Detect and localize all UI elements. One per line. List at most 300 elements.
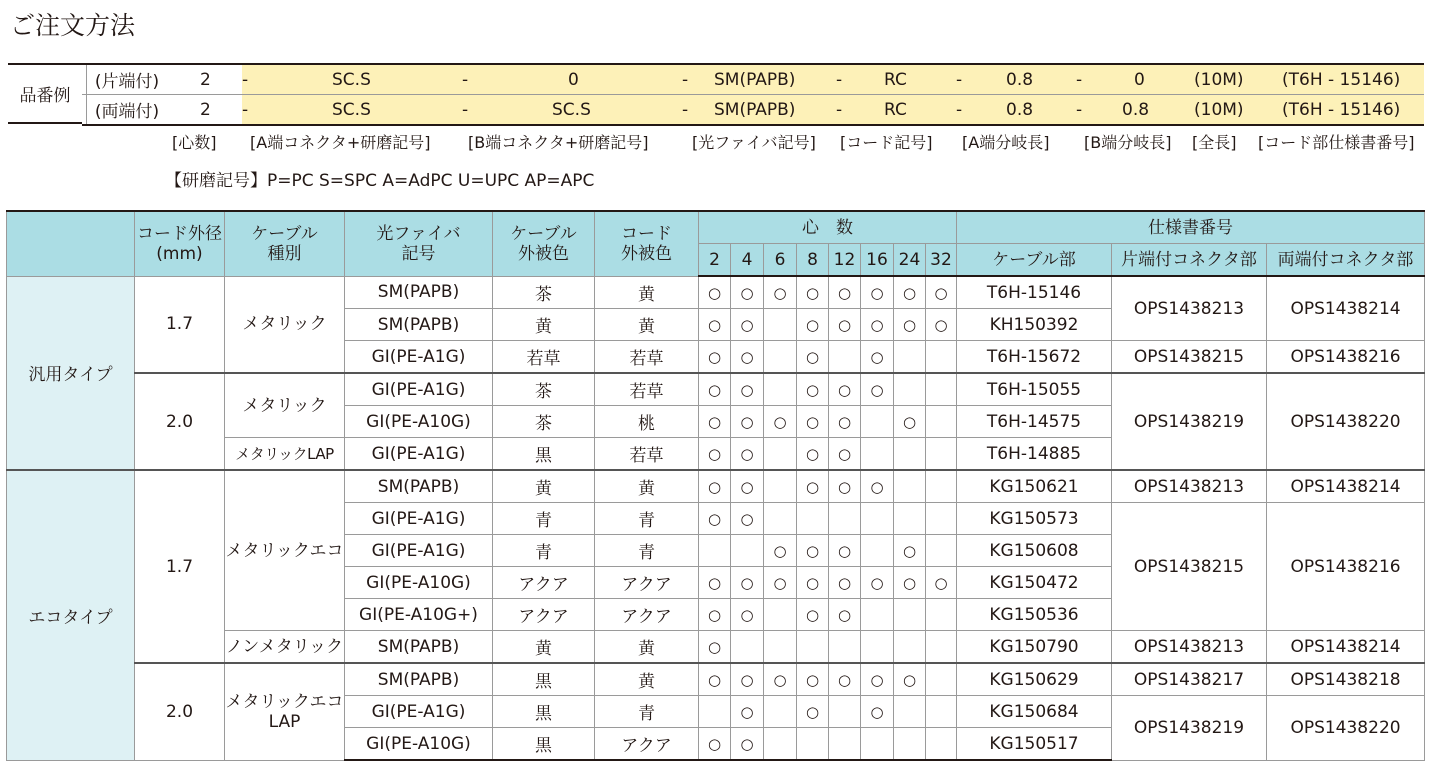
order-value: (T6H - 15146)	[1282, 99, 1401, 120]
fiber-cell: SM(PAPB)	[345, 663, 493, 696]
available-mark: ○	[837, 670, 852, 689]
core-availability-cell	[764, 341, 797, 374]
order-value: -	[242, 69, 249, 90]
core-availability-cell	[731, 696, 764, 728]
legend-item: [光ファイバ記号]	[692, 133, 816, 152]
core-availability-cell	[764, 696, 797, 728]
fiber-cell: SM(PAPB)	[345, 470, 493, 503]
cord-color-cell: 桃	[595, 406, 699, 438]
available-mark: ○	[837, 412, 852, 431]
core-availability-cell	[861, 535, 894, 567]
core-availability-cell	[699, 696, 731, 728]
fiber-cell: GI(PE-A10G)	[345, 406, 493, 438]
core-availability-cell	[861, 309, 894, 341]
core-availability-cell	[926, 309, 957, 341]
core-availability-cell	[699, 309, 731, 341]
core-availability-cell	[731, 438, 764, 471]
header-cores: 心 数	[699, 211, 957, 244]
legend-item: [心数]	[172, 133, 217, 152]
single-connector-spec-cell: OPS1438219	[1112, 373, 1267, 470]
header-core-count: 32	[926, 244, 957, 277]
order-row-double	[82, 95, 1424, 126]
order-row-single	[82, 63, 1424, 95]
core-availability-cell	[699, 341, 731, 374]
order-example-rows	[82, 63, 1424, 126]
available-mark: ○	[707, 347, 722, 366]
core-availability-cell	[894, 341, 926, 374]
core-availability-cell	[894, 373, 926, 406]
order-value: -	[242, 99, 249, 120]
available-mark: ○	[805, 541, 820, 560]
core-availability-cell	[699, 663, 731, 696]
cable-spec-cell: KG150517	[957, 728, 1112, 761]
double-connector-spec-cell: OPS1438214	[1267, 276, 1425, 341]
legend-item: [コード記号]	[840, 133, 933, 152]
core-availability-cell	[926, 535, 957, 567]
core-availability-cell	[861, 631, 894, 664]
cable-spec-cell: T6H-14575	[957, 406, 1112, 438]
order-value: 0.8	[1122, 99, 1150, 120]
core-availability-cell	[861, 341, 894, 374]
header-spec: 仕様書番号	[957, 211, 1425, 244]
fiber-cell: GI(PE-A1G)	[345, 341, 493, 374]
cord-od-cell: 2.0	[135, 663, 225, 760]
available-mark: ○	[934, 283, 948, 302]
core-availability-cell	[797, 696, 829, 728]
cable-color-cell: 黒	[493, 663, 595, 696]
cable-spec-cell: T6H-15146	[957, 276, 1112, 309]
header-cord-color: コード 外被色	[595, 211, 699, 276]
core-availability-cell	[894, 663, 926, 696]
cord-color-cell: 黄	[595, 276, 699, 309]
cable-color-cell: アクア	[493, 599, 595, 631]
cable-spec-cell: KG150684	[957, 696, 1112, 728]
core-availability-cell	[861, 276, 894, 309]
available-mark: ○	[870, 315, 884, 334]
core-availability-cell	[829, 503, 861, 535]
core-availability-cell	[699, 276, 731, 309]
available-mark: ○	[805, 702, 820, 721]
core-availability-cell	[861, 728, 894, 761]
core-availability-cell	[926, 728, 957, 761]
cord-color-cell: 黄	[595, 309, 699, 341]
cable-color-cell: 黄	[493, 470, 595, 503]
available-mark: ○	[707, 444, 722, 463]
available-mark: ○	[934, 315, 948, 334]
available-mark: ○	[707, 637, 722, 656]
cable-type-cell: メタリック	[225, 276, 345, 373]
cable-type-cell: メタリック	[225, 373, 345, 438]
available-mark: ○	[805, 412, 820, 431]
core-availability-cell	[699, 535, 731, 567]
header-spec-single: 片端付コネクタ部	[1112, 244, 1267, 277]
header-cable-color: ケーブル 外被色	[493, 211, 595, 276]
core-availability-cell	[731, 341, 764, 374]
order-value: RC	[884, 99, 907, 120]
core-availability-cell	[731, 470, 764, 503]
order-type-single: (片端付)	[86, 65, 167, 94]
available-mark: ○	[805, 347, 820, 366]
polish-note: 【研磨記号】P=PC S=SPC A=AdPC U=UPC AP=APC	[165, 171, 595, 191]
available-mark: ○	[773, 283, 787, 302]
core-availability-cell	[861, 438, 894, 471]
cable-spec-cell: T6H-15055	[957, 373, 1112, 406]
available-mark: ○	[707, 412, 722, 431]
core-availability-cell	[894, 470, 926, 503]
order-value: -	[682, 69, 689, 90]
core-availability-cell	[797, 341, 829, 374]
core-availability-cell	[764, 373, 797, 406]
core-availability-cell	[797, 276, 829, 309]
available-mark: ○	[837, 315, 852, 334]
core-availability-cell	[829, 631, 861, 664]
core-availability-cell	[894, 535, 926, 567]
available-mark: ○	[870, 702, 884, 721]
core-availability-cell	[797, 535, 829, 567]
fiber-cell: SM(PAPB)	[345, 309, 493, 341]
core-availability-cell	[894, 276, 926, 309]
core-availability-cell	[764, 309, 797, 341]
available-mark: ○	[902, 412, 917, 431]
cord-color-cell: 若草	[595, 341, 699, 374]
double-connector-spec-cell: OPS1438216	[1267, 503, 1425, 631]
available-mark: ○	[837, 541, 852, 560]
core-availability-cell	[861, 663, 894, 696]
single-connector-spec-cell: OPS1438213	[1112, 276, 1267, 341]
single-connector-spec-cell: OPS1438217	[1112, 663, 1267, 696]
fiber-cell: GI(PE-A1G)	[345, 696, 493, 728]
cord-color-cell: 青	[595, 535, 699, 567]
core-availability-cell	[764, 438, 797, 471]
double-connector-spec-cell: OPS1438216	[1267, 341, 1425, 374]
cable-spec-cell: KG150472	[957, 567, 1112, 599]
available-mark: ○	[740, 283, 754, 302]
core-availability-cell	[829, 728, 861, 761]
legend-item: [コード部仕様書番号]	[1258, 133, 1415, 152]
core-availability-cell	[894, 567, 926, 599]
group-label: 汎用タイプ	[7, 276, 135, 470]
page-title: ご注文方法	[10, 11, 136, 40]
order-value: RC	[884, 69, 907, 90]
cord-color-cell: アクア	[595, 599, 699, 631]
order-value: -	[836, 99, 843, 120]
core-availability-cell	[731, 406, 764, 438]
cable-color-cell: 若草	[493, 341, 595, 374]
available-mark: ○	[740, 380, 754, 399]
core-availability-cell	[926, 567, 957, 599]
core-availability-cell	[926, 438, 957, 471]
legend-item: [B端分岐長]	[1084, 133, 1172, 152]
core-availability-cell	[764, 503, 797, 535]
core-availability-cell	[894, 631, 926, 664]
available-mark: ○	[837, 573, 852, 592]
core-availability-cell	[829, 276, 861, 309]
core-availability-cell	[926, 373, 957, 406]
core-availability-cell	[861, 696, 894, 728]
cable-spec-cell: KG150573	[957, 503, 1112, 535]
order-value: 0.8	[1006, 99, 1034, 120]
core-availability-cell	[797, 438, 829, 471]
core-availability-cell	[926, 599, 957, 631]
order-value: SM(PAPB)	[714, 99, 796, 120]
core-availability-cell	[829, 341, 861, 374]
core-availability-cell	[764, 631, 797, 664]
header-core-count: 2	[699, 244, 731, 277]
available-mark: ○	[870, 380, 884, 399]
cable-type-cell: メタリックLAP	[225, 438, 345, 471]
available-mark: ○	[870, 347, 884, 366]
core-availability-cell	[829, 567, 861, 599]
single-connector-spec-cell: OPS1438213	[1112, 470, 1267, 503]
cord-color-cell: アクア	[595, 567, 699, 599]
table-row	[7, 276, 1425, 309]
core-availability-cell	[797, 728, 829, 761]
cord-color-cell: 若草	[595, 438, 699, 471]
fiber-cell: SM(PAPB)	[345, 631, 493, 664]
core-availability-cell	[926, 631, 957, 664]
core-availability-cell	[764, 663, 797, 696]
order-value: SC.S	[332, 69, 371, 90]
available-mark: ○	[740, 605, 754, 624]
cord-od-cell: 1.7	[135, 276, 225, 373]
order-value: -	[836, 69, 843, 90]
available-mark: ○	[707, 315, 722, 334]
cord-od-cell: 2.0	[135, 373, 225, 470]
available-mark: ○	[707, 605, 722, 624]
available-mark: ○	[902, 315, 917, 334]
order-value: -	[462, 99, 469, 120]
core-availability-cell	[731, 663, 764, 696]
core-availability-cell	[829, 309, 861, 341]
header-core-count: 16	[861, 244, 894, 277]
core-availability-cell	[926, 470, 957, 503]
available-mark: ○	[902, 670, 917, 689]
core-availability-cell	[829, 373, 861, 406]
available-mark: ○	[740, 702, 754, 721]
cable-color-cell: 茶	[493, 276, 595, 309]
core-availability-cell	[894, 438, 926, 471]
core-availability-cell	[699, 728, 731, 761]
order-value: -	[956, 69, 963, 90]
legend-item: [全長]	[1192, 133, 1237, 152]
available-mark: ○	[837, 605, 852, 624]
available-mark: ○	[707, 509, 722, 528]
core-availability-cell	[764, 599, 797, 631]
core-availability-cell	[926, 663, 957, 696]
legend-item: [A端コネクタ+研磨記号]	[250, 133, 431, 152]
core-availability-cell	[699, 470, 731, 503]
spec-table	[6, 210, 1425, 761]
order-value: -	[682, 99, 689, 120]
core-availability-cell	[861, 373, 894, 406]
fiber-cell: GI(PE-A1G)	[345, 438, 493, 471]
available-mark: ○	[837, 380, 852, 399]
core-availability-cell	[797, 631, 829, 664]
fiber-cell: GI(PE-A10G)	[345, 728, 493, 761]
fiber-cell: SM(PAPB)	[345, 276, 493, 309]
core-availability-cell	[797, 406, 829, 438]
core-availability-cell	[731, 309, 764, 341]
core-availability-cell	[894, 309, 926, 341]
cable-spec-cell: KG150790	[957, 631, 1112, 664]
core-availability-cell	[861, 599, 894, 631]
core-availability-cell	[699, 438, 731, 471]
table-row	[7, 663, 1425, 696]
core-availability-cell	[699, 503, 731, 535]
available-mark: ○	[902, 283, 917, 302]
available-mark: ○	[740, 315, 754, 334]
cable-spec-cell: KG150608	[957, 535, 1112, 567]
order-example-label: 品番例	[8, 63, 82, 124]
available-mark: ○	[805, 573, 820, 592]
available-mark: ○	[805, 477, 820, 496]
available-mark: ○	[707, 283, 722, 302]
fiber-cell: GI(PE-A1G)	[345, 503, 493, 535]
table-row	[7, 373, 1425, 406]
core-availability-cell	[829, 535, 861, 567]
available-mark: ○	[805, 283, 820, 302]
order-value: (10M)	[1194, 69, 1244, 90]
core-availability-cell	[764, 728, 797, 761]
header-spec-cable: ケーブル部	[957, 244, 1112, 277]
order-value: SM(PAPB)	[714, 69, 796, 90]
core-availability-cell	[894, 599, 926, 631]
available-mark: ○	[740, 444, 754, 463]
core-availability-cell	[861, 503, 894, 535]
double-connector-spec-cell: OPS1438220	[1267, 373, 1425, 470]
core-availability-cell	[764, 470, 797, 503]
header-core-count: 4	[731, 244, 764, 277]
core-availability-cell	[797, 470, 829, 503]
cord-od-cell: 1.7	[135, 470, 225, 663]
fiber-cell: GI(PE-A10G+)	[345, 599, 493, 631]
order-type-double: (両端付)	[86, 95, 167, 124]
legend-item: [B端コネクタ+研磨記号]	[468, 133, 649, 152]
cable-color-cell: 黄	[493, 631, 595, 664]
cable-type-cell: メタリックエコ	[225, 470, 345, 631]
core-availability-cell	[797, 503, 829, 535]
core-availability-cell	[731, 567, 764, 599]
cable-color-cell: 青	[493, 503, 595, 535]
cable-color-cell: アクア	[493, 567, 595, 599]
core-availability-cell	[731, 728, 764, 761]
cable-spec-cell: T6H-14885	[957, 438, 1112, 471]
core-availability-cell	[764, 567, 797, 599]
cable-spec-cell: T6H-15672	[957, 341, 1112, 374]
header-cable-type: ケーブル 種別	[225, 211, 345, 276]
available-mark: ○	[837, 283, 852, 302]
order-value: 0	[1134, 69, 1145, 90]
order-value: (10M)	[1194, 99, 1244, 120]
header-fiber: 光ファイバ 記号	[345, 211, 493, 276]
available-mark: ○	[773, 412, 787, 431]
core-availability-cell	[894, 696, 926, 728]
available-mark: ○	[707, 380, 722, 399]
fiber-cell: GI(PE-A10G)	[345, 567, 493, 599]
available-mark: ○	[707, 477, 722, 496]
cable-color-cell: 黒	[493, 728, 595, 761]
core-availability-cell	[699, 567, 731, 599]
available-mark: ○	[902, 541, 917, 560]
available-mark: ○	[740, 734, 754, 753]
core-availability-cell	[829, 406, 861, 438]
core-availability-cell	[797, 567, 829, 599]
available-mark: ○	[805, 605, 820, 624]
order-value: -	[462, 69, 469, 90]
available-mark: ○	[707, 670, 722, 689]
fiber-cell: GI(PE-A1G)	[345, 373, 493, 406]
order-value: SC.S	[332, 99, 371, 120]
available-mark: ○	[805, 315, 820, 334]
available-mark: ○	[805, 380, 820, 399]
double-connector-spec-cell: OPS1438220	[1267, 696, 1425, 761]
cord-color-cell: 青	[595, 503, 699, 535]
cord-color-cell: 黄	[595, 470, 699, 503]
available-mark: ○	[740, 670, 754, 689]
order-value: (T6H - 15146)	[1282, 69, 1401, 90]
available-mark: ○	[707, 573, 722, 592]
available-mark: ○	[870, 573, 884, 592]
core-availability-cell	[731, 599, 764, 631]
available-mark: ○	[707, 734, 722, 753]
available-mark: ○	[773, 573, 787, 592]
cable-color-cell: 黒	[493, 696, 595, 728]
core-availability-cell	[731, 503, 764, 535]
core-availability-cell	[731, 276, 764, 309]
cord-color-cell: 黄	[595, 663, 699, 696]
cord-color-cell: 黄	[595, 631, 699, 664]
available-mark: ○	[805, 444, 820, 463]
core-availability-cell	[926, 503, 957, 535]
double-connector-spec-cell: OPS1438218	[1267, 663, 1425, 696]
cable-spec-cell: KG150629	[957, 663, 1112, 696]
header-core-count: 24	[894, 244, 926, 277]
core-availability-cell	[894, 406, 926, 438]
cord-color-cell: 若草	[595, 373, 699, 406]
order-value: SC.S	[552, 99, 591, 120]
available-mark: ○	[740, 477, 754, 496]
cable-spec-cell: KG150536	[957, 599, 1112, 631]
header-spec-double: 両端付コネクタ部	[1267, 244, 1425, 277]
cable-color-cell: 茶	[493, 406, 595, 438]
order-value: -	[956, 99, 963, 120]
cable-color-cell: 青	[493, 535, 595, 567]
legend-item: [A端分岐長]	[962, 133, 1050, 152]
core-availability-cell	[926, 406, 957, 438]
cable-spec-cell: KG150621	[957, 470, 1112, 503]
cable-color-cell: 茶	[493, 373, 595, 406]
core-availability-cell	[764, 276, 797, 309]
core-availability-cell	[699, 406, 731, 438]
header-cord-od: コード外径 (mm)	[135, 211, 225, 276]
core-availability-cell	[731, 535, 764, 567]
core-availability-cell	[926, 696, 957, 728]
core-availability-cell	[699, 373, 731, 406]
cable-color-cell: 黒	[493, 438, 595, 471]
core-availability-cell	[861, 406, 894, 438]
double-connector-spec-cell: OPS1438214	[1267, 470, 1425, 503]
available-mark: ○	[870, 283, 884, 302]
available-mark: ○	[837, 477, 852, 496]
order-value: 2	[200, 69, 211, 90]
header-core-count: 12	[829, 244, 861, 277]
core-availability-cell	[764, 535, 797, 567]
cable-type-cell: ノンメタリック	[225, 631, 345, 664]
cable-color-cell: 黄	[493, 309, 595, 341]
available-mark: ○	[740, 412, 754, 431]
cord-color-cell: 青	[595, 696, 699, 728]
available-mark: ○	[773, 670, 787, 689]
